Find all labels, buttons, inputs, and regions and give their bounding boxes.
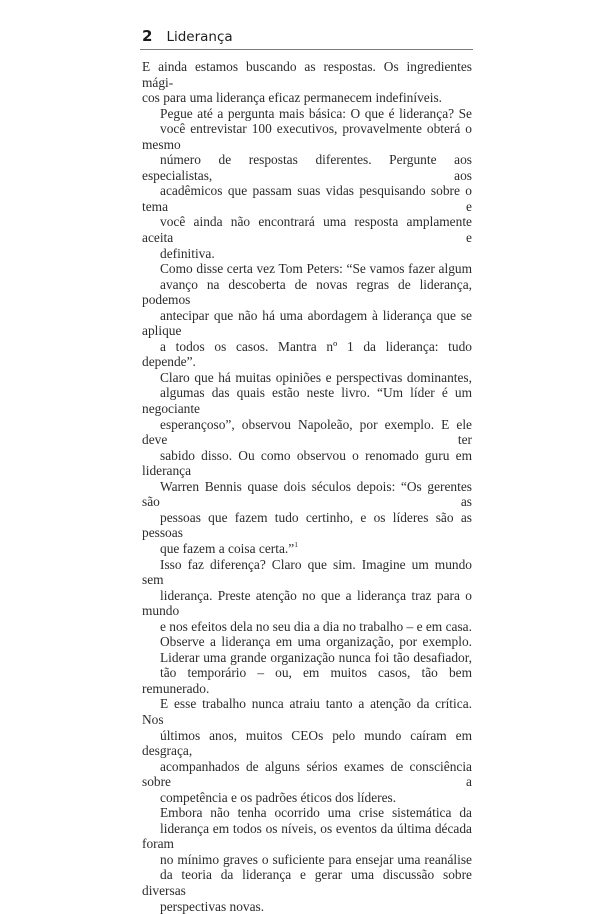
- text-line: Pegue até a pergunta mais básica: O que é liderança? Se: [160, 105, 472, 121]
- text-line: avanço na descoberta de novas regras de liderança, podemos: [142, 276, 472, 308]
- text-line: que fazem a coisa certa.”$^1$: [160, 539, 298, 556]
- text-line: e nos efeitos dela no seu dia a dia no trabalho – e em casa.: [160, 618, 472, 634]
- text-line: competência e os padrões éticos dos líderes.: [160, 789, 397, 805]
- text-line: E ainda estamos buscando as respostas. Os ingredientes mági-: [142, 59, 472, 90]
- paragraph: [142, 370, 472, 557]
- text-line: perspectivas novas.: [160, 898, 265, 914]
- text-line: você ainda não encontrará uma resposta amplamente aceita e: [142, 214, 472, 246]
- text-line: Isso faz diferença? Claro que sim. Imagine um mundo sem: [142, 556, 472, 588]
- paragraph: [142, 59, 472, 106]
- text-line: número de respostas diferentes. Pergunte aos especialistas, aos: [142, 152, 472, 183]
- page-number: 2: [142, 27, 153, 45]
- text-line: a todos os casos. Mantra nº 1 da liderança: tudo depende”.: [142, 338, 472, 370]
- text-line: sabido disso. Ou como observou o renomado guru em liderança: [142, 447, 472, 479]
- text-line: liderança em todos os níveis, os eventos da última década foram: [142, 820, 472, 852]
- text-line: acompanhados de alguns sérios exames de consciência sobre a: [142, 758, 472, 790]
- text-line: definitiva.: [160, 245, 215, 261]
- text-line: no mínimo graves o suficiente para ensejar uma reanálise: [160, 851, 472, 867]
- text-line: pessoas que fazem tudo certinho, e os líderes são as pessoas: [142, 509, 472, 541]
- body-text: [142, 59, 472, 914]
- text-line: Liderar uma grande organização nunca foi tão desafiador,: [160, 649, 472, 665]
- text-line: da teoria da liderança e gerar uma discussão sobre diversas: [142, 867, 472, 898]
- text-line: tão temporário – ou, em muitos casos, tão bem remunerado.: [142, 665, 472, 696]
- text-line: Observe a liderança em uma organização, por exemplo.: [160, 634, 472, 650]
- text-line: Warren Bennis quase dois séculos depois: “Os gerentes são as: [142, 478, 472, 510]
- text-line: esperançoso”, observou Napoleão, por exemplo. E ele deve ter: [142, 416, 472, 448]
- text-line: Claro que há muitas opiniões e perspectivas dominantes,: [160, 369, 472, 385]
- text-line: liderança. Preste atenção no que a liderança traz para o mundo: [142, 587, 472, 619]
- paragraph: [142, 261, 472, 370]
- text-line: Como disse certa vez Tom Peters: “Se vamos fazer algum: [160, 261, 472, 277]
- header-rule: [140, 49, 473, 50]
- text-line: você entrevistar 100 executivos, provavelmente obterá o mesmo: [142, 121, 472, 152]
- paragraph: [142, 805, 472, 914]
- text-line: acadêmicos que passam suas vidas pesquisando sobre o tema e: [142, 183, 472, 214]
- text-line: últimos anos, muitos CEOs pelo mundo caíram em desgraça,: [142, 727, 472, 759]
- running-header: [142, 27, 472, 45]
- paragraph: [142, 557, 472, 635]
- text-line: Embora não tenha ocorrido uma crise sistemática da: [160, 805, 472, 821]
- text-line: E esse trabalho nunca atraiu tanto a atenção da crítica. Nos: [142, 696, 472, 727]
- paragraph: [142, 106, 472, 261]
- paragraph: [142, 634, 472, 805]
- footnote-marker: 1: [294, 539, 298, 549]
- text-line: algumas das quais estão neste livro. “Um líder é um negociante: [142, 385, 472, 417]
- text-line: antecipar que não há uma abordagem à liderança que se aplique: [142, 307, 472, 339]
- running-title: Liderança: [166, 29, 233, 45]
- text-line: cos para uma liderança eficaz permanecem indefiníveis.: [142, 90, 443, 106]
